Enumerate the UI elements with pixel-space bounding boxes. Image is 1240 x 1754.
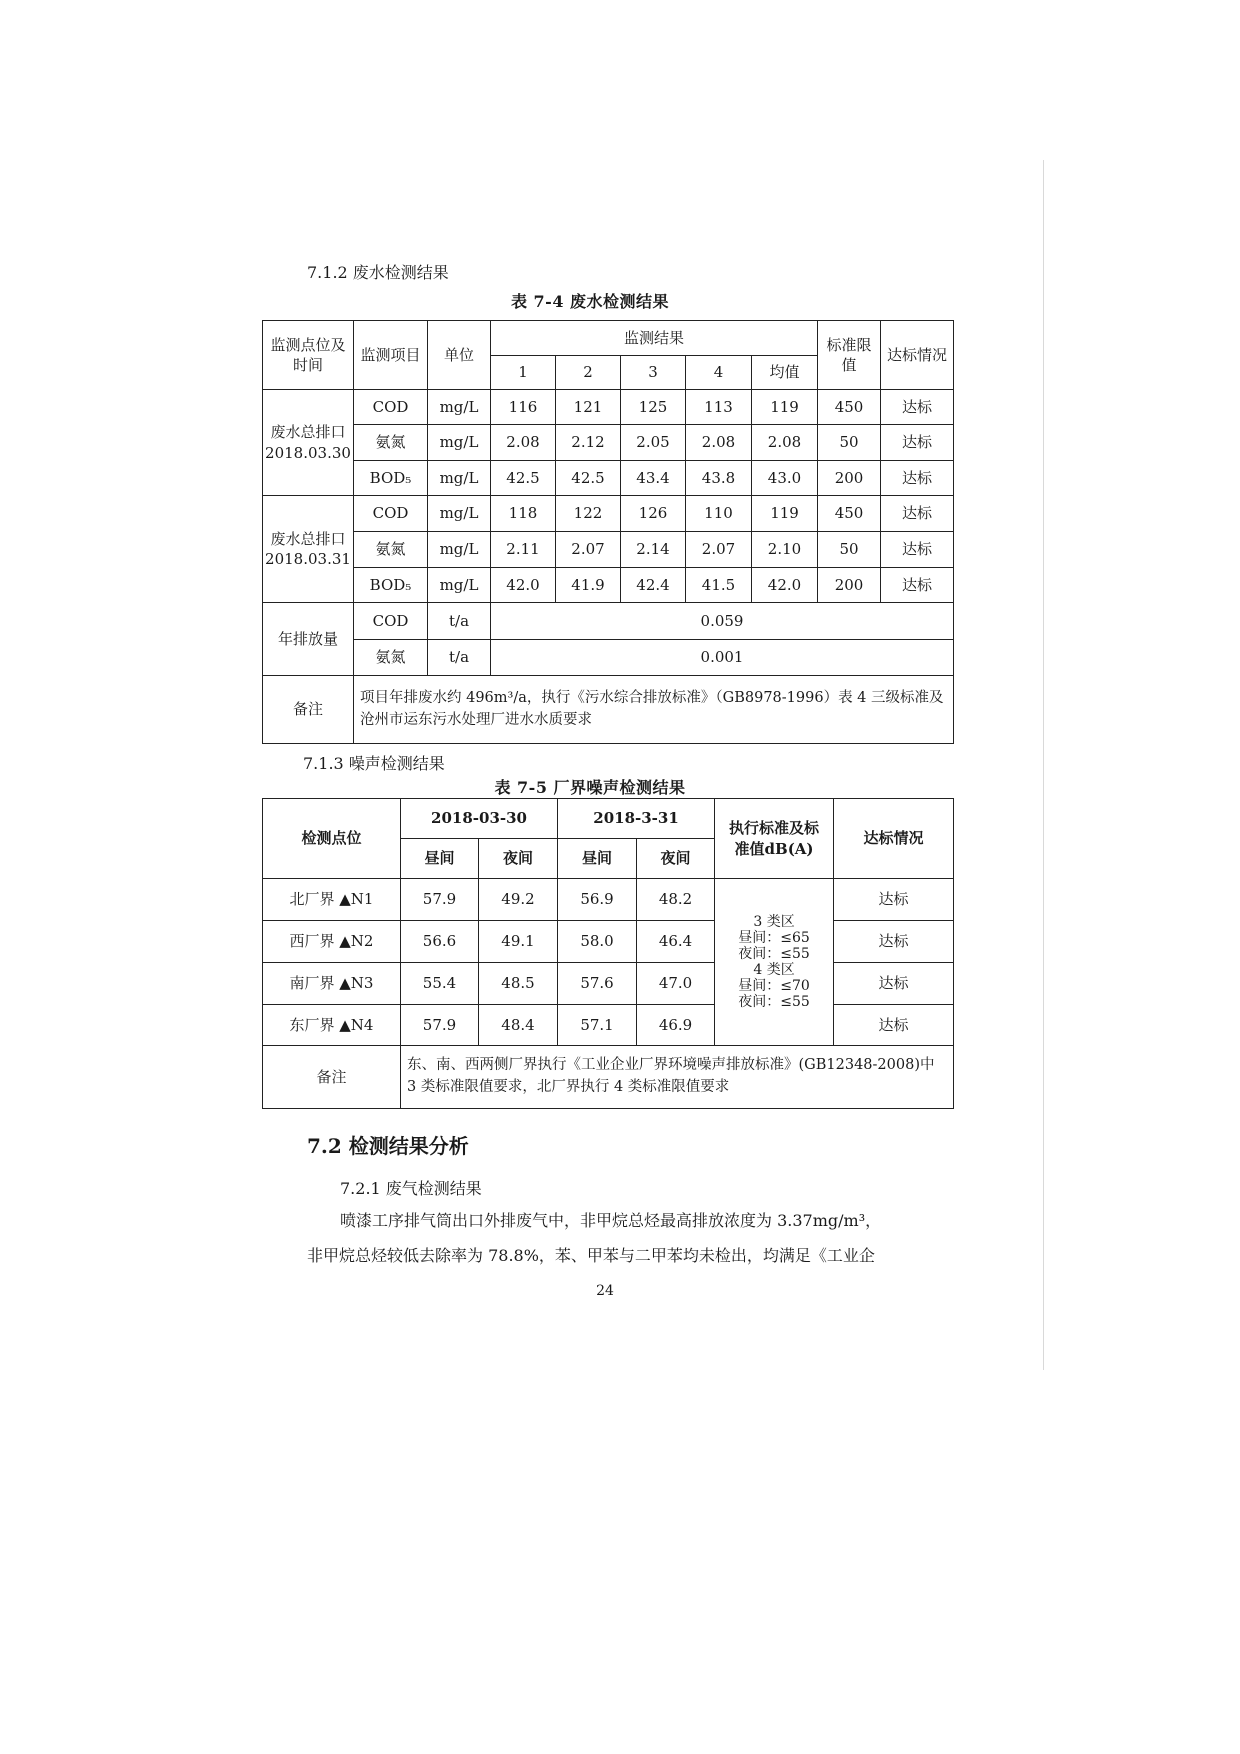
header-night-1: 夜间 (479, 839, 558, 879)
item-cell: BOD₅ (354, 568, 428, 603)
value-cell: 2.07 (556, 532, 621, 568)
value-cell: 2.12 (556, 425, 621, 461)
status-cell: 达标 (881, 390, 954, 425)
section-heading-7-2-1: 7.2.1 废气检测结果 (340, 1179, 482, 1198)
value-cell: 2.14 (621, 532, 686, 568)
value-cell: 57.9 (401, 879, 479, 921)
item-cell: 氨氮 (354, 532, 428, 568)
value-cell: 43.4 (621, 461, 686, 496)
point-cell: 西厂界 ▲N2 (263, 921, 401, 963)
value-cell: 58.0 (558, 921, 637, 963)
status-cell: 达标 (881, 425, 954, 461)
noise-results-table (262, 798, 954, 1109)
point-cell: 东厂界 ▲N4 (263, 1005, 401, 1046)
header-status: 达标情况 (834, 799, 954, 879)
table-row (263, 425, 954, 461)
value-cell: 46.4 (637, 921, 715, 963)
annual-value-cell: 0.059 (491, 603, 954, 640)
table-row (263, 879, 954, 921)
unit-cell: mg/L (428, 461, 491, 496)
header-date-2: 2018-3-31 (558, 799, 715, 839)
wastewater-results-table (262, 320, 954, 744)
value-cell: 42.5 (491, 461, 556, 496)
value-cell: 2.07 (686, 532, 752, 568)
header-results: 监测结果 (491, 321, 818, 356)
value-cell: 116 (491, 390, 556, 425)
standard-line: 3 类区 (753, 913, 795, 930)
item-cell: COD (354, 496, 428, 532)
header-item: 监测项目 (354, 321, 428, 390)
group-point: 废水总排口2018.03.30 (263, 390, 354, 496)
item-cell: 氨氮 (354, 425, 428, 461)
mean-cell: 119 (752, 496, 818, 532)
annual-value-cell: 0.001 (491, 640, 954, 676)
value-cell: 2.05 (621, 425, 686, 461)
paragraph-line: 喷漆工序排气筒出口外排废气中，非甲烷总烃最高排放浓度为 3.37mg/m³， (340, 1211, 882, 1230)
point-cell: 南厂界 ▲N3 (263, 963, 401, 1005)
header-standard: 执行标准及标准值dB(A) (715, 799, 834, 879)
limit-cell: 200 (818, 568, 881, 603)
value-cell: 56.6 (401, 921, 479, 963)
status-cell: 达标 (834, 879, 954, 921)
header-point: 监测点位及时间 (263, 321, 354, 390)
value-cell: 57.9 (401, 1005, 479, 1046)
value-cell: 56.9 (558, 879, 637, 921)
mean-cell: 43.0 (752, 461, 818, 496)
value-cell: 55.4 (401, 963, 479, 1005)
header-night-2: 夜间 (637, 839, 715, 879)
remark-label: 备注 (263, 676, 354, 744)
limit-cell: 50 (818, 532, 881, 568)
header-col-2: 2 (556, 356, 621, 390)
value-cell: 125 (621, 390, 686, 425)
unit-cell: mg/L (428, 568, 491, 603)
mean-cell: 2.08 (752, 425, 818, 461)
mean-cell: 42.0 (752, 568, 818, 603)
value-cell: 46.9 (637, 1005, 715, 1046)
value-cell: 121 (556, 390, 621, 425)
unit-cell: mg/L (428, 496, 491, 532)
header-unit: 单位 (428, 321, 491, 390)
limit-cell: 200 (818, 461, 881, 496)
standard-line: 昼间：≤65 (738, 929, 810, 946)
value-cell: 41.9 (556, 568, 621, 603)
page-number: 24 (596, 1283, 614, 1299)
value-cell: 2.08 (491, 425, 556, 461)
table-row (263, 603, 954, 640)
item-cell: BOD₅ (354, 461, 428, 496)
value-cell: 57.6 (558, 963, 637, 1005)
value-cell: 118 (491, 496, 556, 532)
point-cell: 北厂界 ▲N1 (263, 879, 401, 921)
header-day-1: 昼间 (401, 839, 479, 879)
remark-label: 备注 (263, 1046, 401, 1109)
limit-cell: 450 (818, 390, 881, 425)
table-row (263, 390, 954, 425)
item-cell: 氨氮 (354, 640, 428, 676)
unit-cell: t/a (428, 640, 491, 676)
value-cell: 2.08 (686, 425, 752, 461)
mean-cell: 2.10 (752, 532, 818, 568)
table-7-5-caption: 表 7-5 厂界噪声检测结果 (494, 778, 686, 797)
header-status: 达标情况 (881, 321, 954, 390)
value-cell: 41.5 (686, 568, 752, 603)
unit-cell: mg/L (428, 532, 491, 568)
table-row (263, 921, 954, 963)
section-heading-7-1-2: 7.1.2 废水检测结果 (307, 263, 449, 282)
status-cell: 达标 (834, 1005, 954, 1046)
section-heading-7-1-3: 7.1.3 噪声检测结果 (303, 754, 445, 773)
value-cell: 126 (621, 496, 686, 532)
unit-cell: mg/L (428, 390, 491, 425)
section-heading-7-2: 7.2 检测结果分析 (307, 1134, 469, 1158)
header-date-1: 2018-03-30 (401, 799, 558, 839)
header-col-1: 1 (491, 356, 556, 390)
status-cell: 达标 (881, 568, 954, 603)
standard-line: 夜间：≤55 (738, 945, 810, 962)
standard-line: 4 类区 (753, 962, 795, 978)
group-point: 废水总排口2018.03.31 (263, 496, 354, 603)
value-cell: 42.0 (491, 568, 556, 603)
value-cell: 42.5 (556, 461, 621, 496)
annual-label: 年排放量 (263, 603, 354, 676)
mean-cell: 119 (752, 390, 818, 425)
value-cell: 48.2 (637, 879, 715, 921)
standard-line: 昼间：≤70 (738, 978, 810, 995)
value-cell: 42.4 (621, 568, 686, 603)
paragraph-line: 非甲烷总烃较低去除率为 78.8%，苯、甲苯与二甲苯均未检出，均满足《工业企 (307, 1246, 875, 1265)
header-col-3: 3 (621, 356, 686, 390)
value-cell: 47.0 (637, 963, 715, 1005)
table-row (263, 461, 954, 496)
item-cell: COD (354, 603, 428, 640)
limit-cell: 50 (818, 425, 881, 461)
value-cell: 43.8 (686, 461, 752, 496)
table-row (263, 496, 954, 532)
status-cell: 达标 (881, 461, 954, 496)
standard-line: 夜间：≤55 (738, 994, 810, 1011)
table-row (263, 532, 954, 568)
remark-text: 东、南、西两侧厂界执行《工业企业厂界环境噪声排放标准》(GB12348-2008)中 3 类标准限值要求，北厂界执行 4 类标准限值要求 (401, 1046, 954, 1109)
header-col-4: 4 (686, 356, 752, 390)
table-row (263, 963, 954, 1005)
status-cell: 达标 (834, 963, 954, 1005)
value-cell: 122 (556, 496, 621, 532)
value-cell: 49.2 (479, 879, 558, 921)
status-cell: 达标 (834, 921, 954, 963)
scan-edge-line (1043, 160, 1044, 1370)
limit-cell: 450 (818, 496, 881, 532)
value-cell: 49.1 (479, 921, 558, 963)
header-day-2: 昼间 (558, 839, 637, 879)
header-point: 检测点位 (263, 799, 401, 879)
value-cell: 48.4 (479, 1005, 558, 1046)
status-cell: 达标 (881, 532, 954, 568)
remark-text: 项目年排废水约 496m³/a，执行《污水综合排放标准》（GB8978-1996）表 4 三级标准及沧州市运东污水处理厂进水水质要求 (354, 676, 954, 744)
standard-cell (715, 879, 834, 1046)
value-cell: 2.11 (491, 532, 556, 568)
header-col-mean: 均值 (752, 356, 818, 390)
value-cell: 48.5 (479, 963, 558, 1005)
value-cell: 110 (686, 496, 752, 532)
item-cell: COD (354, 390, 428, 425)
value-cell: 57.1 (558, 1005, 637, 1046)
unit-cell: t/a (428, 603, 491, 640)
table-7-4-caption: 表 7-4 废水检测结果 (510, 292, 670, 311)
table-row (263, 1005, 954, 1046)
status-cell: 达标 (881, 496, 954, 532)
table-row (263, 568, 954, 603)
value-cell: 113 (686, 390, 752, 425)
header-limit: 标准限值 (818, 321, 881, 390)
unit-cell: mg/L (428, 425, 491, 461)
table-row (263, 640, 954, 676)
